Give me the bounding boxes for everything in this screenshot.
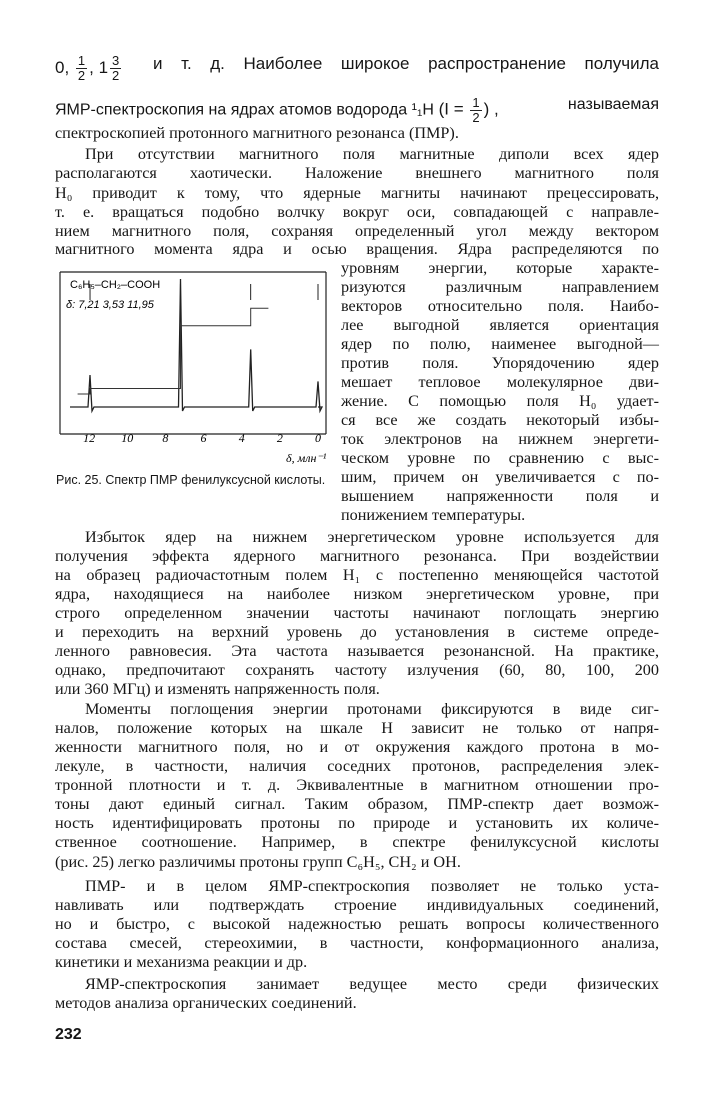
wrap-line-1: ризуются различным направлением: [341, 278, 659, 296]
p1-line-5: нием магнитного поля, сохраняя определенный угол между вектором: [55, 222, 659, 240]
p2-line-7: однако, предпочитают сохранять частоту излучения (60, 80, 100, 200: [55, 661, 659, 679]
p3-line-7: ственное соотношение. Например, в спектре фенилуксусной кислоты: [55, 833, 659, 851]
p2-line-4: строго определенном значении частоты начинают поглощать энергию: [55, 604, 659, 622]
wrap-line-3: лее выгодной является ориентация: [341, 316, 659, 334]
isotope: ¹₁H: [411, 101, 434, 119]
p2-line-3: ядра, находящиеся на наиболее низком энергетическом уровне, при: [55, 585, 659, 603]
integral-curve: [78, 308, 269, 394]
nmr-rest: называемая: [567, 96, 659, 113]
wrap-line-7: жение. С помощью поля H₀ удает-: [341, 392, 659, 410]
top-prefix: 0,: [55, 57, 74, 77]
p2-line-2: на образец радиочастотным полем H₁ с постепенно меняющейся частотой: [55, 566, 659, 584]
p3-line-0: Моменты поглощения энергии протонами фиксируются в виде сиг-: [85, 700, 659, 718]
spin-fraction: $\frac{1}{2}$: [472, 95, 480, 125]
nmr-spectrum-figure: [56, 266, 338, 466]
axis-unit-label: δ, млн⁻¹: [286, 451, 327, 465]
p2-line-6: ленного равновесия. Эта частота называется резонансной. На практике,: [55, 642, 659, 660]
x-tick-label: 12: [83, 431, 96, 445]
p3-line-6: ность идентифицировать протоны по природе и установить их количе-: [55, 814, 659, 832]
figure-caption: Рис. 25. Спектр ПМР фенилуксусной кислоты.: [56, 473, 326, 487]
x-tick-label: 6: [200, 431, 207, 445]
top-line: [55, 46, 659, 86]
p3-line-5: тоны дают единый сигнал. Таким образом, ПМР-спектр дает возмож-: [55, 795, 659, 813]
fraction-half: $\frac{1}{2}$: [77, 53, 86, 83]
p1-line-1: При отсутствии магнитного поля магнитные диполи всех ядер: [85, 145, 659, 163]
x-tick-label: 4: [238, 431, 245, 445]
wrap-line-6: мешает тепловое молекулярное дви-: [341, 373, 659, 391]
wrap-line-12: вышением напряженности поля и: [341, 487, 659, 505]
p1-line-0: спектроскопией протонного магнитного резонанса (ПМР).: [55, 124, 459, 142]
spin-open: (I =: [433, 99, 469, 119]
wrap-line-10: ческом уровне по сравнению с выс-: [341, 449, 659, 467]
p2-line-0: Избыток ядер на нижнем энергетическом уровне используется для: [85, 528, 659, 546]
p1-line-3: H₀ приводит к тому, что ядерные магниты начинают прецессировать,: [55, 184, 659, 202]
p2-line-8: или 360 МГц) и изменять напряженность поля.: [55, 680, 380, 698]
nmr-line: [55, 92, 659, 125]
formula-label: C₆H₅–CH₂–COOH: [70, 279, 161, 291]
p1-line-6: магнитного момента ядра и осью вращения. Ядра распределяются по: [55, 240, 659, 258]
p1-line-4: т. е. вращаться подобно волчку вокруг оси, совпадающей с направле-: [55, 203, 659, 221]
p2-line-5: и переходить на верхний уровень до установления в системе опреде-: [55, 623, 659, 641]
p4-line-0: ПМР- и в целом ЯМР-спектроскопия позволяет не только уста-: [85, 877, 659, 895]
p5-line-0: ЯМР-спектроскопия занимает ведущее место среди физических: [85, 975, 659, 993]
p3-line-4: тронной плотности и т. д. Эквивалентные в магнитном отношении про-: [55, 776, 659, 794]
p4-line-1: навливать или подтверждать строение индивидуальных соединений,: [55, 896, 659, 914]
wrap-line-8: ся все же создать некоторый избы-: [341, 411, 659, 429]
wrap-line-2: векторов относительно поля. Наибо-: [341, 297, 659, 315]
wrap-line-4: ядер по полю, наименее выгодной—: [341, 335, 659, 353]
p4-line-3: состава смесей, стереохимии, в частности, конформационного анализа,: [55, 934, 659, 952]
p3-line-2: женности магнитного поля, но и от окружения каждого протона в мо-: [55, 738, 659, 756]
p3-line-8: (рис. 25) легко различимы протоны групп C₆H₅, CH₂ и OH.: [55, 853, 461, 871]
wrap-line-13: понижением температуры.: [341, 506, 526, 524]
p3-line-1: налов, положение которых на шкале H зависит не только от напря-: [55, 719, 659, 737]
wrap-line-9: ток электронов на нижнем энергети-: [341, 430, 659, 448]
nmr-prefix: ЯМР-спектроскопия на ядрах атомов водорода: [55, 101, 412, 119]
wrap-line-11: шим, причем он увеличивается с по-: [341, 468, 659, 486]
nmr-spectrum-chart: [56, 266, 338, 466]
p1-line-2: располагаются хаотически. Наложение внешнего магнитного поля: [55, 164, 659, 182]
p3-line-3: лекуле, в частности, наличия соседних протонов, распределения элек-: [55, 757, 659, 775]
fraction-three-halves: $\frac{3}{2}$: [112, 53, 120, 83]
wrap-line-5: против поля. Упорядочению ядер: [341, 354, 659, 372]
x-tick-label: 2: [276, 431, 283, 445]
x-tick-label: 8: [162, 431, 169, 445]
top-rest: и т. д. Наиболее широкое распространение получила: [153, 54, 659, 73]
top-mid: , 1: [89, 57, 109, 77]
page-number: 232: [55, 1026, 82, 1043]
p2-line-1: получения эффекта ядерного магнитного резонанса. При воздействии: [55, 547, 659, 565]
x-tick-label: 10: [121, 431, 134, 445]
x-tick-label: 0: [315, 431, 321, 445]
wrap-line-0: уровням энергии, которые характе-: [341, 259, 659, 277]
p5-line-1: методов анализа органических соединений.: [55, 994, 357, 1012]
p4-line-2: но и быстро, с высокой надежностью решать вопросы количественного: [55, 915, 659, 933]
spin-close: ) ,: [483, 99, 499, 119]
p4-line-4: кинетики и механизма реакции и др.: [55, 953, 308, 971]
shifts-label: δ: 7,21 3,53 11,95: [66, 299, 154, 311]
